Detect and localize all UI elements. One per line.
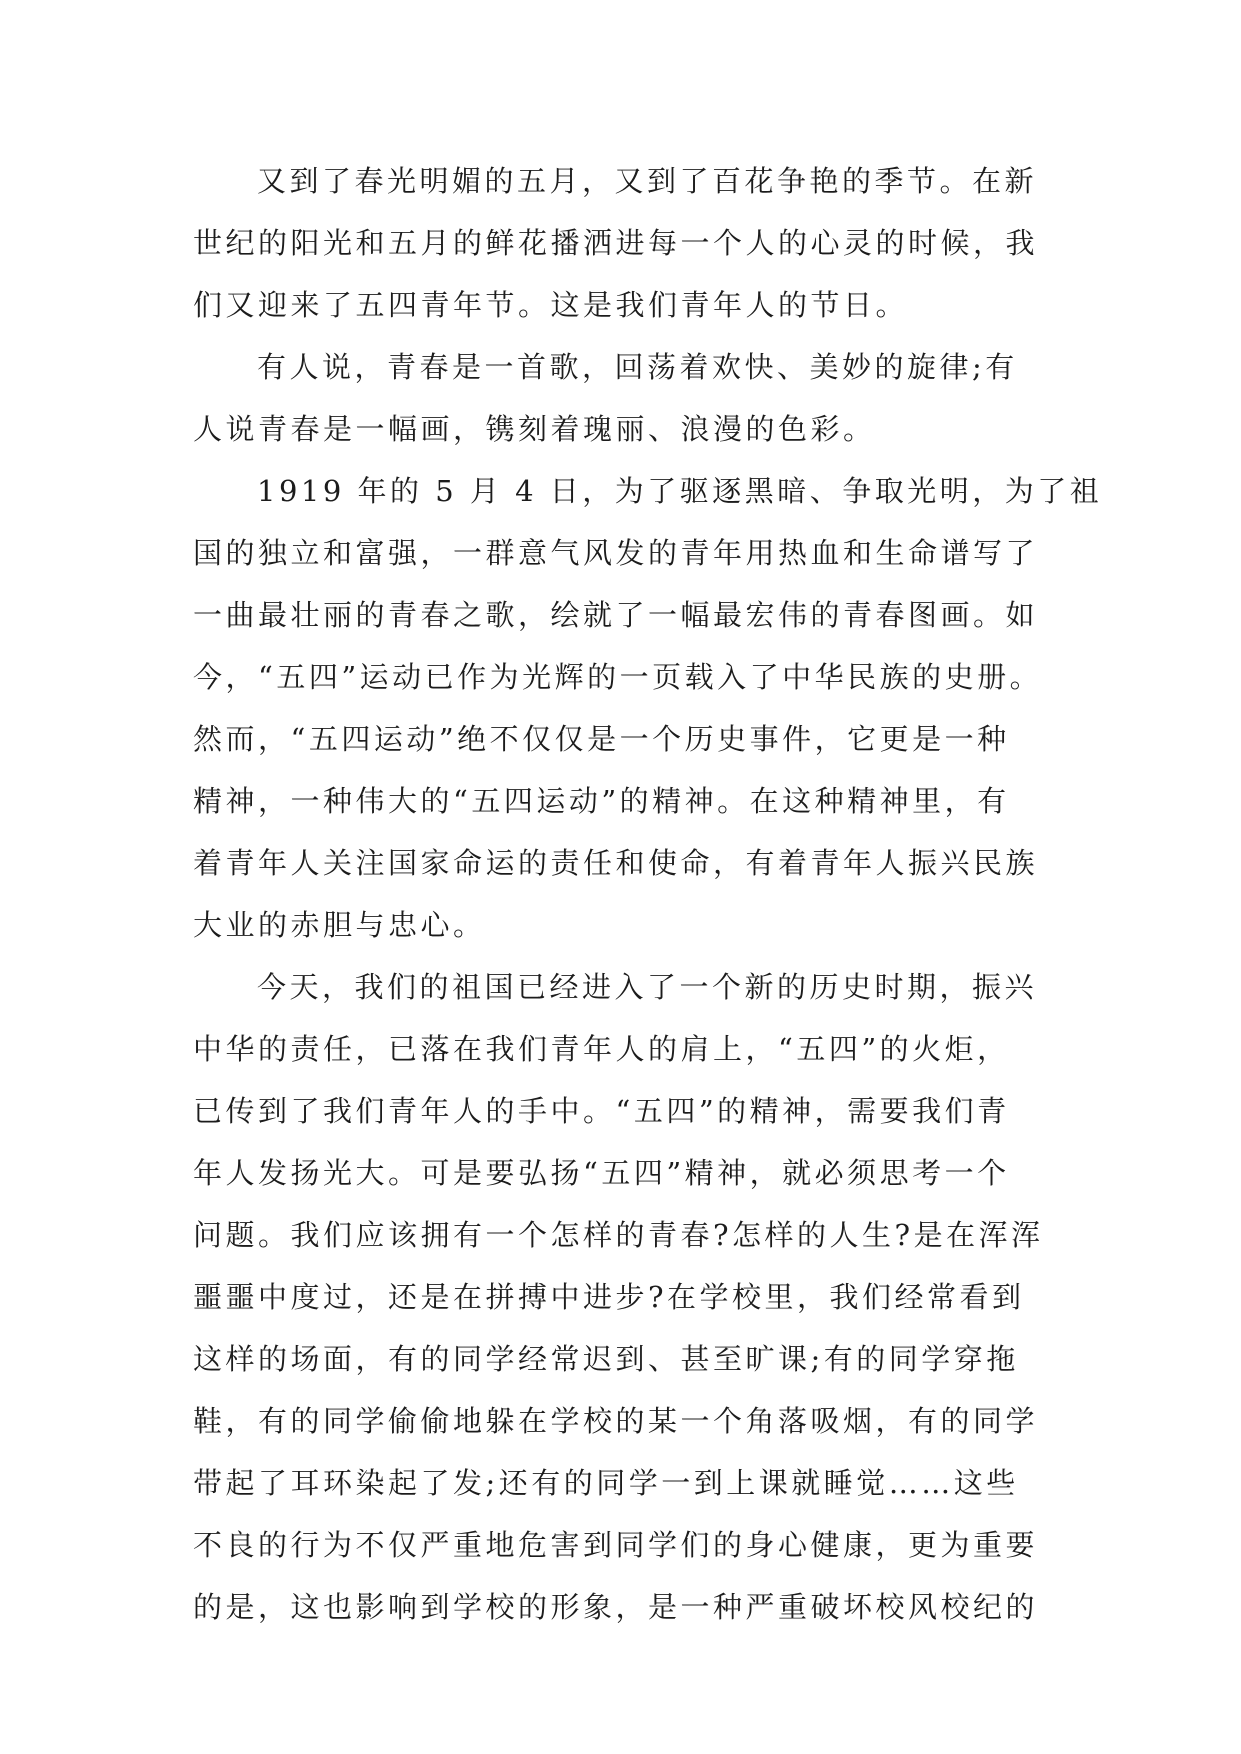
paragraph-1 (193, 150, 1063, 336)
text-line: 不良的行为不仅严重地危害到同学们的身心健康，更为重要 (193, 1528, 1039, 1562)
text-line: 1919 年的 5 月 4 日，为了驱逐黑暗、争取光明，为了祖 (257, 474, 1103, 508)
text-line: 人说青春是一幅画，镌刻着瑰丽、浪漫的色彩。 (193, 412, 876, 446)
text-line: 大业的赤胆与忠心。 (193, 908, 486, 942)
text-line: 这样的场面，有的同学经常迟到、甚至旷课;有的同学穿拖 (193, 1342, 1019, 1376)
text-line: 一曲最壮丽的青春之歌，绘就了一幅最宏伟的青春图画。如 (193, 598, 1039, 632)
paragraph-4 (193, 956, 1063, 1638)
text-line: 问题。我们应该拥有一个怎样的青春?怎样的人生?是在浑浑 (193, 1218, 1044, 1252)
text-line: 今，“五四”运动已作为光辉的一页载入了中华民族的史册。 (193, 660, 1043, 694)
text-line: 精神，一种伟大的“五四运动”的精神。在这种精神里，有 (193, 784, 1010, 818)
text-line: 然而，“五四运动”绝不仅仅是一个历史事件，它更是一种 (193, 722, 1010, 756)
text-line: 已传到了我们青年人的手中。“五四”的精神，需要我们青 (193, 1094, 1010, 1128)
text-line: 带起了耳环染起了发;还有的同学一到上课就睡觉……这些 (193, 1466, 1019, 1500)
text-line: 有人说，青春是一首歌，回荡着欢快、美妙的旋律;有 (257, 350, 1018, 384)
text-line: 鞋，有的同学偷偷地躲在学校的某一个角落吸烟，有的同学 (193, 1404, 1039, 1438)
text-line: 年人发扬光大。可是要弘扬“五四”精神，就必须思考一个 (193, 1156, 1010, 1190)
text-line: 又到了春光明媚的五月，又到了百花争艳的季节。在新 (257, 164, 1038, 198)
paragraph-2 (193, 336, 1063, 460)
text-line: 的是，这也影响到学校的形象，是一种严重破坏校风校纪的 (193, 1590, 1039, 1624)
document-body (193, 150, 1103, 1638)
text-line: 世纪的阳光和五月的鲜花播洒进每一个人的心灵的时候，我 (193, 226, 1039, 260)
paragraph-3 (193, 460, 1103, 956)
text-line: 着青年人关注国家命运的责任和使命，有着青年人振兴民族 (193, 846, 1039, 880)
text-line: 中华的责任，已落在我们青年人的肩上，“五四”的火炬， (193, 1032, 1010, 1066)
text-line: 国的独立和富强，一群意气风发的青年用热血和生命谱写了 (193, 536, 1039, 570)
text-line: 噩噩中度过，还是在拼搏中进步?在学校里，我们经常看到 (193, 1280, 1025, 1314)
text-line: 今天，我们的祖国已经进入了一个新的历史时期，振兴 (257, 970, 1038, 1004)
text-line: 们又迎来了五四青年节。这是我们青年人的节日。 (193, 288, 909, 322)
